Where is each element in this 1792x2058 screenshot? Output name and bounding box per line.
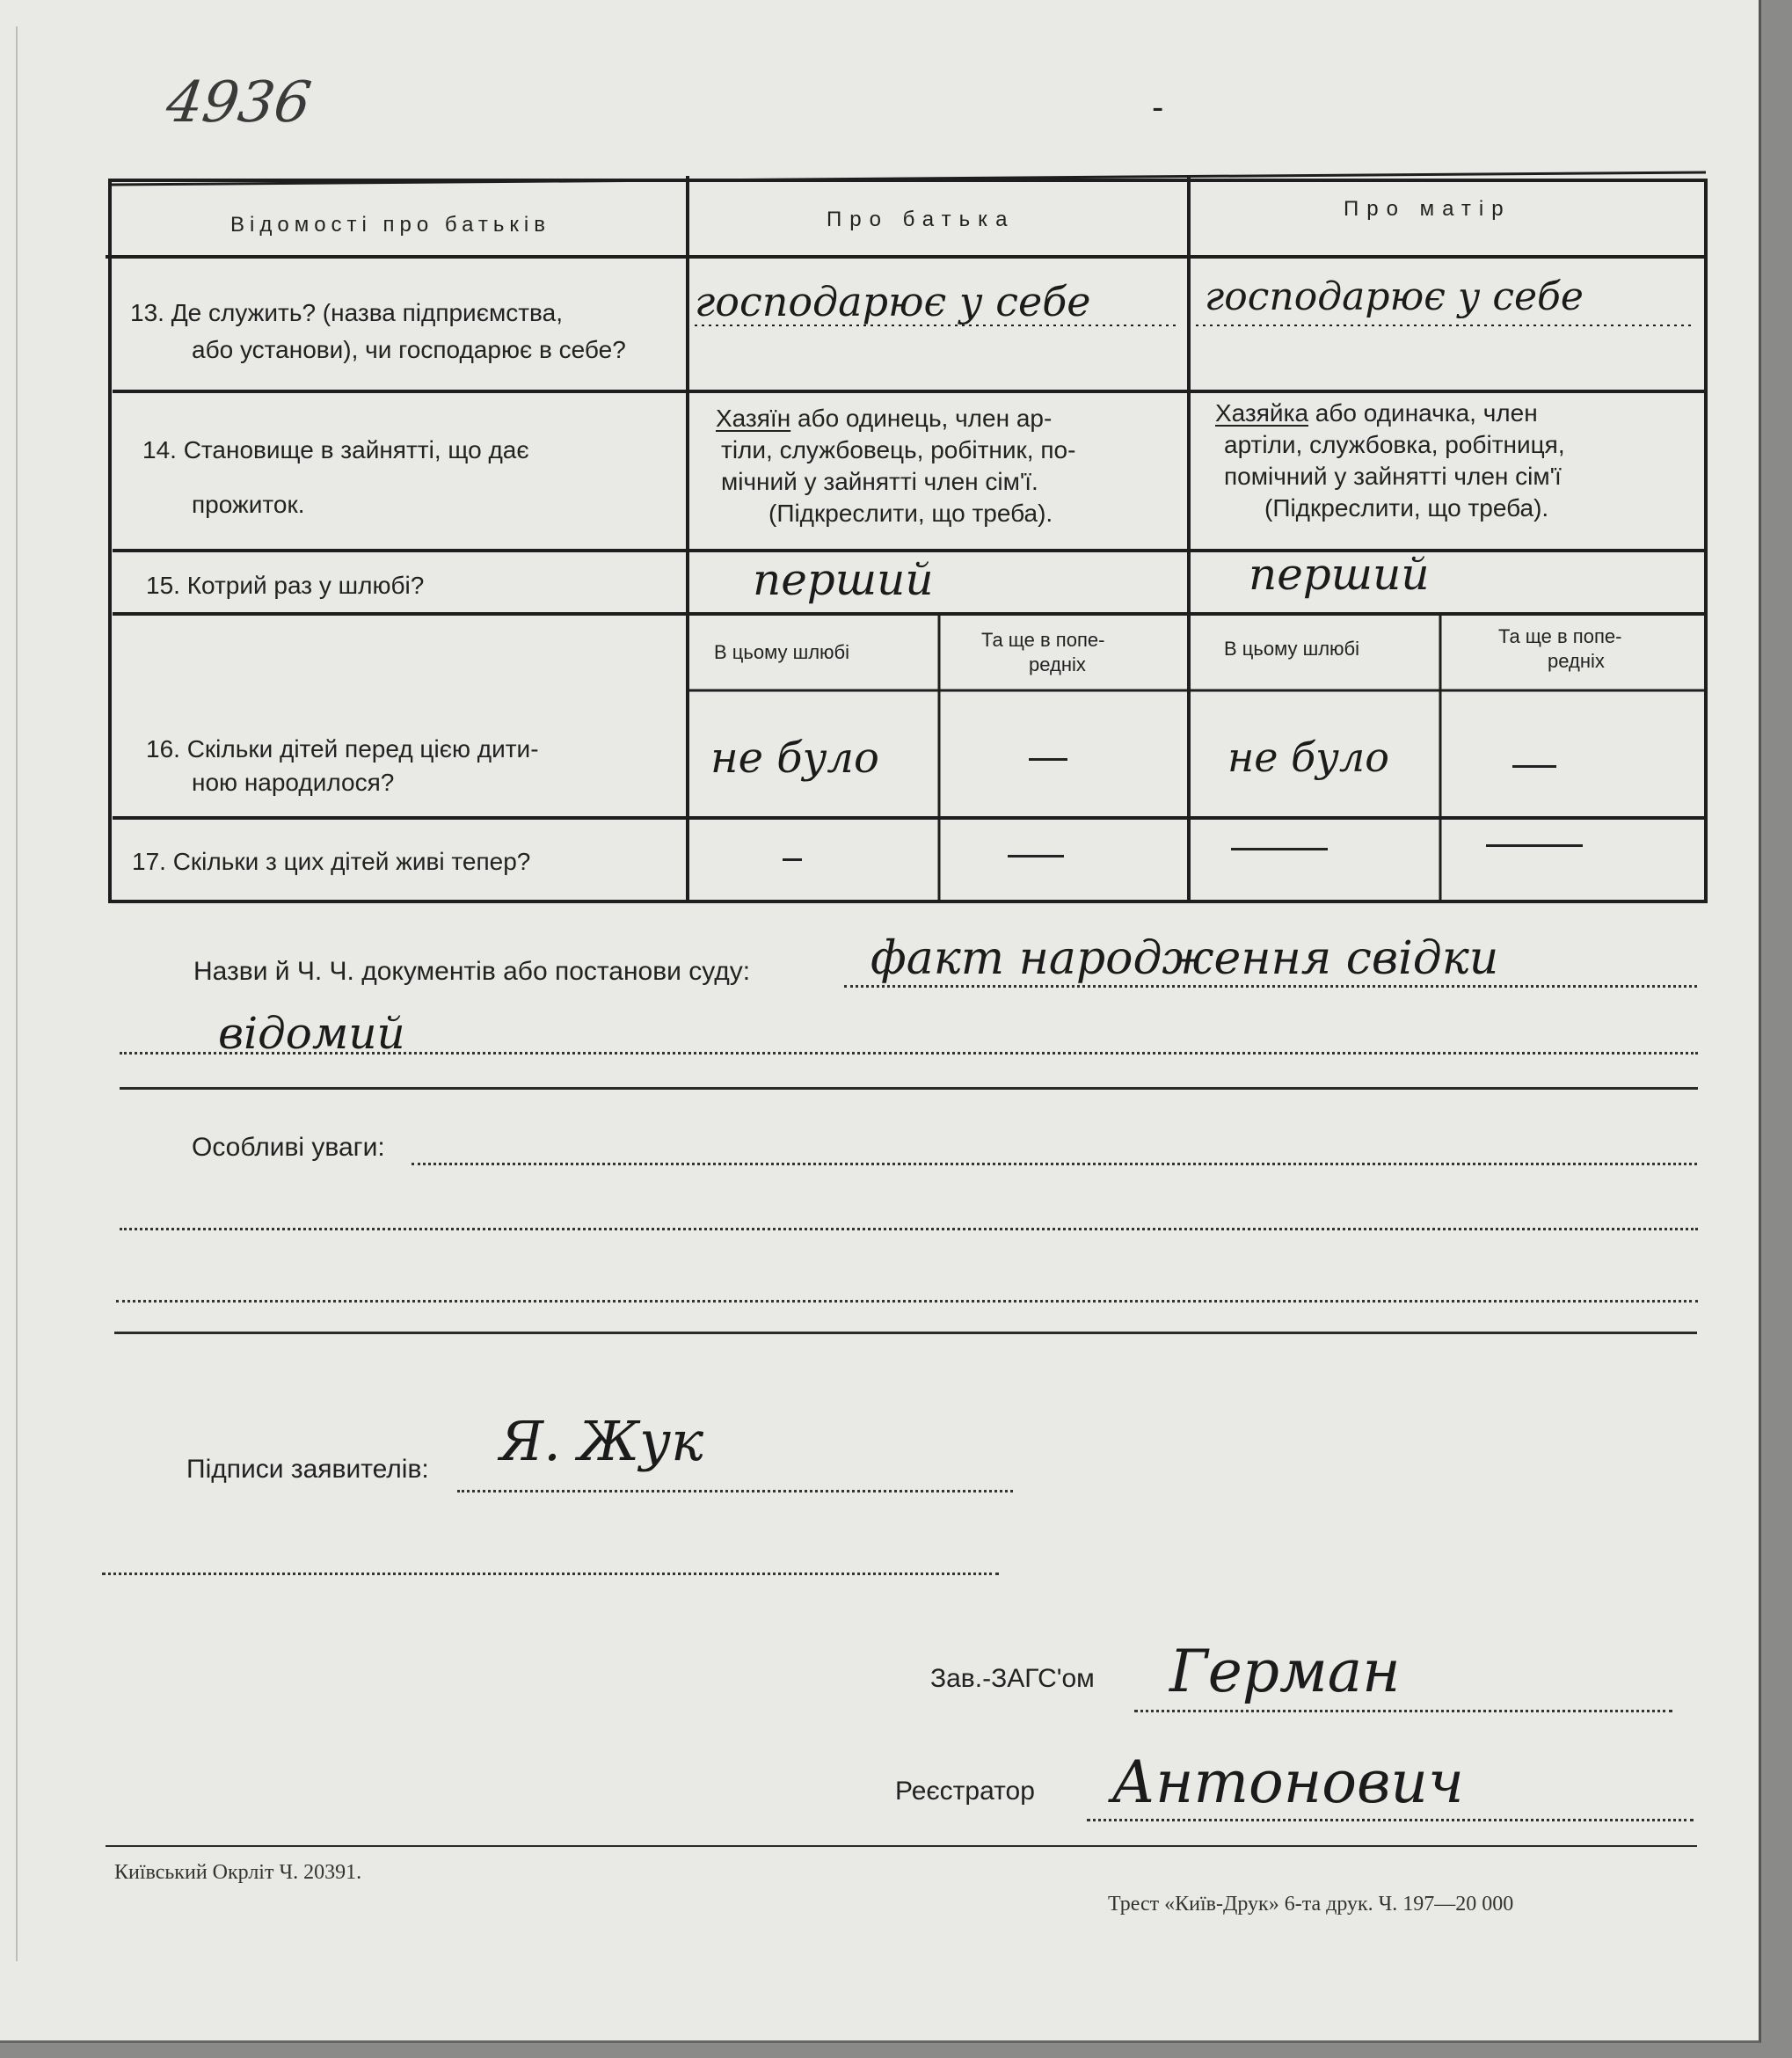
row13-label-1: 13. Де служить? (назва підприємства, [130, 299, 563, 326]
row16-label-1: 16. Скільки дітей перед цією дити- [146, 735, 539, 763]
registrar-signature-line [1087, 1819, 1694, 1821]
header-father: Про батька [827, 208, 1016, 231]
head-label: Зав.-ЗАГС'ом [930, 1664, 1095, 1693]
row15-father-value: перший [753, 554, 934, 605]
archive-number: 4936 [162, 70, 316, 135]
row16-label-2: ною народилося? [192, 769, 395, 796]
notes-label: Особливі уваги: [192, 1133, 385, 1162]
row17-label: 17. Скільки з цих дітей живі тепер? [132, 848, 531, 875]
row14-father-line1 [716, 403, 1052, 434]
documents-value-1: факт народження свідки [871, 932, 1499, 985]
row14-mother-line3: помічний у зайнятті член сім'ї [1224, 463, 1562, 490]
row14-mother-line2: артіли, службовка, робітниця, [1224, 431, 1565, 458]
row14-label-1: 14. Становище в зайнятті, що дає [142, 436, 529, 463]
row14-mother-underlined: Хазяйка [1215, 399, 1309, 427]
row17-mother-in-dash [1231, 848, 1328, 850]
row13-mother-value: господарює у себе [1205, 274, 1584, 319]
row14-mother-line1 [1215, 398, 1538, 429]
applicant-signature-line-2 [102, 1573, 999, 1575]
row14-father-line3: мічний у зайнятті член сім'ї. [721, 468, 1038, 495]
documents-label: Назви й Ч. Ч. документів або постанови суду: [193, 957, 751, 986]
row17-father-in-dash [783, 858, 802, 861]
row16-mother-sub-prev-1: Та ще в попе- [1498, 625, 1622, 647]
notes-rule [114, 1332, 1697, 1334]
documents-line-1 [844, 985, 1697, 988]
documents-value-2: відомий [218, 1008, 405, 1059]
registrar-signature: Антонович [1111, 1748, 1464, 1816]
row13-father-value: господарює у себе [695, 278, 1091, 325]
row14-mother-line1-rest: або одиначка, член [1315, 399, 1538, 427]
documents-rule [120, 1087, 1698, 1090]
mark: ‑ [1152, 88, 1164, 127]
row16-mother-sub-in-marriage: В цьому шлюбі [1224, 638, 1360, 660]
row15-label: 15. Котрий раз у шлюбі? [146, 572, 425, 599]
row14-mother-line4: (Підкреслити, що треба). [1264, 494, 1549, 522]
header-parents-info: Відомості про батьків [230, 213, 550, 237]
footer-left: Київський Окрліт Ч. 20391. [114, 1861, 362, 1884]
row16-father-sub-prev-2: редніх [1029, 653, 1086, 675]
row16-father-sub-prev-1: Та ще в попе- [981, 629, 1105, 651]
row14-father-line2: тіли, службовець, робітник, по- [721, 436, 1076, 463]
head-signature: Герман [1169, 1638, 1401, 1705]
row15-mother-value: перший [1249, 549, 1430, 600]
applicant-signature-label: Підписи заявителів: [186, 1455, 429, 1484]
row17-father-prev-dash [1008, 855, 1064, 858]
row16-mother-prev-dash [1512, 765, 1556, 768]
notes-line-3 [116, 1300, 1698, 1303]
row17-mother-prev-dash [1486, 844, 1583, 847]
header-mother: Про матір [1344, 197, 1512, 221]
applicant-signature-line [457, 1490, 1013, 1492]
registrar-label: Реєстратор [895, 1777, 1035, 1806]
row14-father-line1-rest: або одинець, член ар- [797, 405, 1053, 432]
row13-label-2: або установи), чи господарює в себе? [192, 336, 626, 363]
bottom-rule [106, 1845, 1697, 1847]
row16-mother-in-value: не було [1227, 733, 1389, 781]
footer-right: Трест «Київ-Друк» 6-та друк. Ч. 197—20 000 [1108, 1893, 1514, 1916]
row16-father-in-value: не було [710, 733, 879, 783]
notes-line-1 [412, 1163, 1697, 1165]
applicant-signature: Я. Жук [499, 1409, 704, 1473]
head-signature-line [1134, 1710, 1672, 1712]
row16-mother-sub-prev-2: редніх [1548, 650, 1605, 672]
row14-father-underlined: Хазяїн [716, 405, 791, 432]
row14-label-2: прожиток. [192, 491, 305, 518]
row14-father-line4: (Підкреслити, що треба). [769, 500, 1053, 527]
row16-father-sub-in-marriage: В цьому шлюбі [714, 641, 850, 663]
notes-line-2 [120, 1228, 1698, 1230]
row16-father-prev-dash [1029, 758, 1067, 761]
